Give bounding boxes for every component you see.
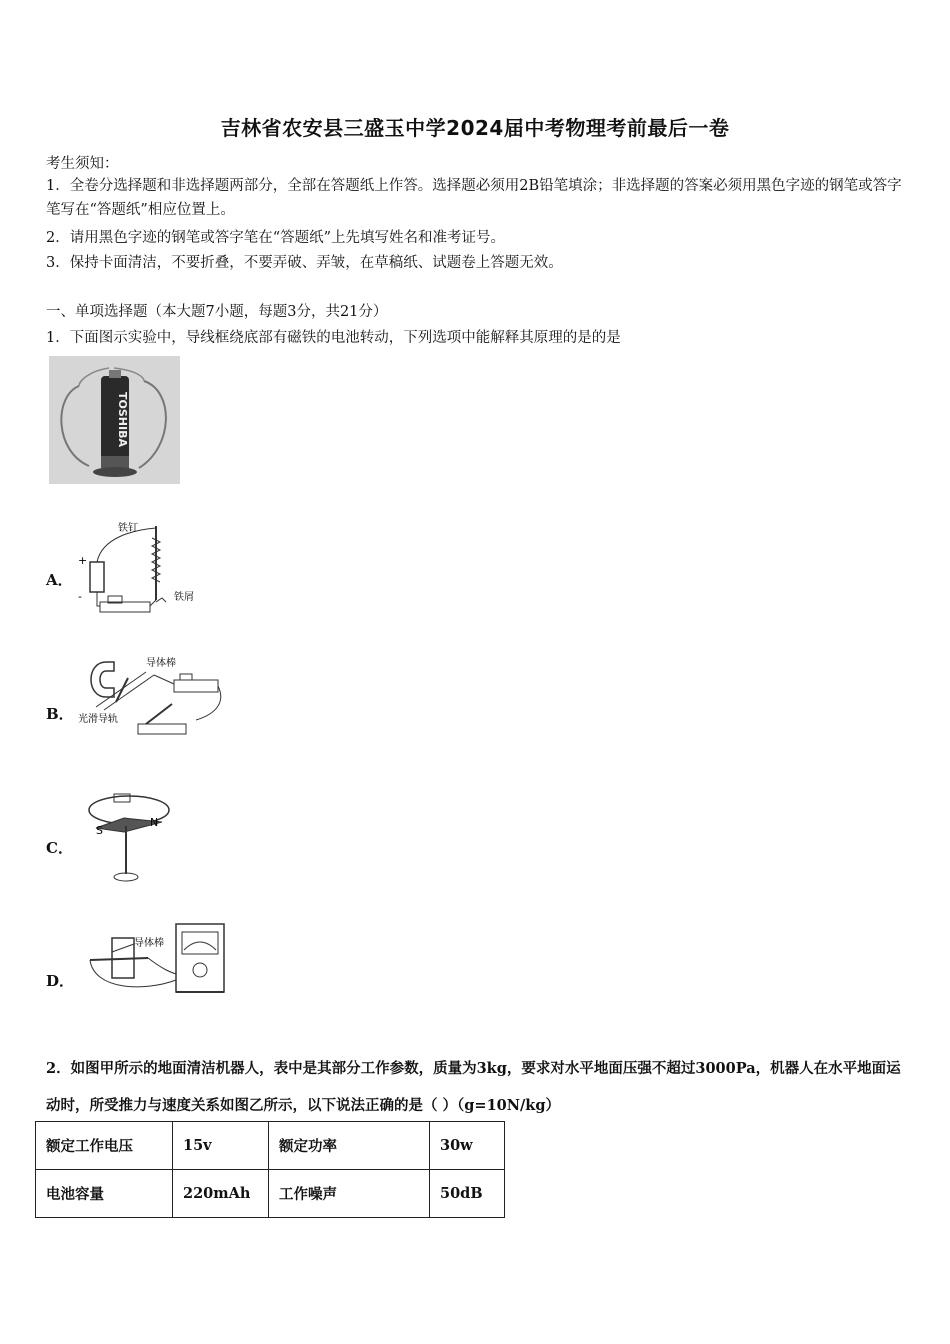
- question-1-stem: 1．下面图示实验中，导线框绕底部有磁铁的电池转动，下列选项中能解释其原理的是的是: [46, 330, 621, 346]
- notice-item-2: 2．请用黑色字迹的钢笔或答字笔在“答题纸”上先填写姓名和准考证号。: [46, 230, 506, 246]
- a-nail-label: 铁钉: [118, 523, 138, 534]
- table-cell: 电池容量: [36, 1170, 173, 1218]
- a-filings-label: 铁屑: [174, 592, 194, 603]
- parameter-table: [35, 1121, 505, 1218]
- notice-heading: 考生须知：: [46, 156, 119, 172]
- table-cell: 50dB: [430, 1170, 505, 1218]
- question-2-stem: 2．如图甲所示的地面清洁机器人，表中是其部分工作参数，质量为3kg，要求对水平地面压强不超过3000Pa，机器人在水平地面运动时，所受推力与速度关系如图乙所示，以下说法正确的是（ ）（g=10N/kg）: [46, 1060, 901, 1114]
- option-d-label[interactable]: D．: [46, 972, 75, 990]
- b-rod-label: 导体棒: [146, 658, 176, 669]
- d-rod-label: 导体棒: [134, 938, 164, 949]
- table-cell: 额定功率: [269, 1122, 430, 1170]
- table-cell: 工作噪声: [269, 1170, 430, 1218]
- option-c-label[interactable]: C．: [46, 839, 73, 857]
- section-heading: 一、单项选择题（本大题7小题，每题3分，共21分）: [46, 304, 388, 320]
- option-d-figure[interactable]: [84, 920, 234, 1014]
- notice-item-3: 3．保持卡面清洁，不要折叠，不要弄破、弄皱，在草稿纸、试题卷上答题无效。: [46, 255, 563, 271]
- table-row: [36, 1170, 505, 1218]
- option-b-figure[interactable]: [76, 652, 226, 746]
- a-plus: +: [78, 554, 88, 567]
- battery-brand: TOSHIBA: [116, 392, 129, 447]
- battery-illustration: [49, 356, 180, 484]
- option-b-label[interactable]: B．: [46, 705, 74, 723]
- page-title: 吉林省农安县三盛玉中学2024届中考物理考前最后一卷: [220, 116, 730, 140]
- a-minus: -: [78, 590, 82, 603]
- table-cell: 额定工作电压: [36, 1122, 173, 1170]
- c-s-label: S: [96, 824, 103, 837]
- table-cell: 220mAh: [173, 1170, 269, 1218]
- notice-item-1: 1．全卷分选择题和非选择题两部分，全部在答题纸上作答。选择题必须用2B铅笔填涂；非选择题的答案必须用黑色字迹的钢笔或答字笔写在“答题纸”相应位置上。: [46, 178, 902, 218]
- b-rail-label: 光滑导轨: [78, 714, 118, 725]
- option-a-label[interactable]: A．: [46, 571, 73, 589]
- table-cell: 30w: [430, 1122, 505, 1170]
- option-c-figure[interactable]: [84, 782, 184, 896]
- option-a-figure[interactable]: [72, 518, 212, 622]
- table-cell: 15v: [173, 1122, 269, 1170]
- battery-photo: [49, 356, 180, 484]
- table-row: [36, 1122, 505, 1170]
- c-n-label: N: [150, 816, 159, 829]
